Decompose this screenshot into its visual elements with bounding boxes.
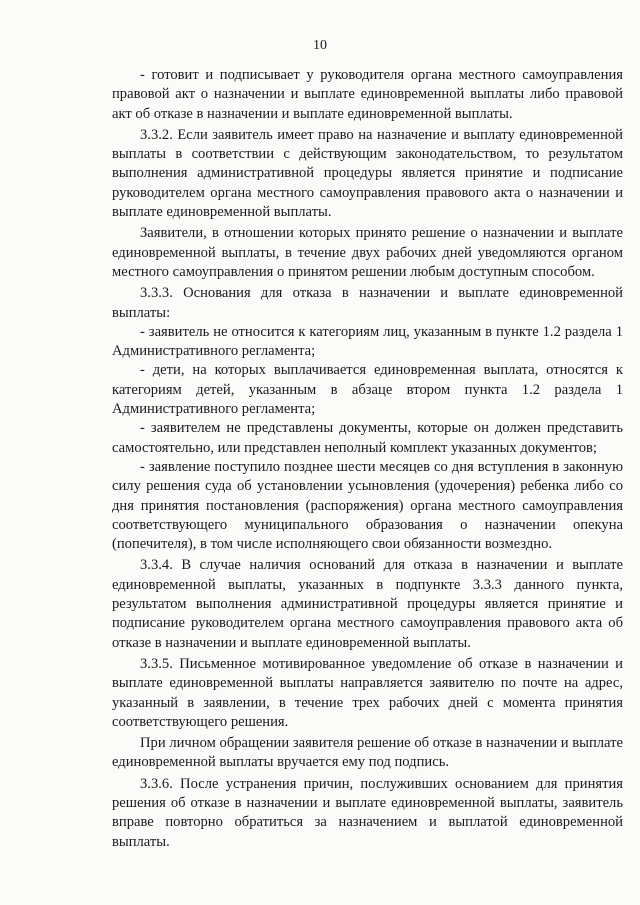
- list-item: - заявление поступило позднее шести месяцев со дня вступления в законную силу решения суда об установлении усыновления (удочерения) ребенка либо со дня принятия постановления (распоряжения) органа местного самоуправления соответствующего муниципального образования о назначении опекуна (попечителя), в том числе исполняющего свои обязанности возмездно.: [112, 458, 623, 553]
- page-number: 10: [313, 38, 327, 53]
- document-body: [112, 66, 623, 852]
- list-item: - заявитель не относится к категориям лиц, указанным в пункте 1.2 раздела 1 Административного регламента;: [112, 323, 623, 360]
- paragraph: 3.3.5. Письменное мотивированное уведомление об отказе в назначении и выплате единовременной выплаты направляется заявителю по почте на адрес, указанный в заявлении, в течение трех рабочих дней с момента принятия соответствующего решения.: [112, 655, 623, 730]
- list-item: - дети, на которых выплачивается единовременная выплата, относятся к категориям детей, указанным в абзаце втором пункта 1.2 раздела 1 Административного регламента;: [112, 362, 623, 418]
- paragraph: 3.3.4. В случае наличия оснований для отказа в назначении и выплате единовременной выплаты, указанных в подпункте 3.3.3 данного пункта, результатом выполнения административной процедуры является принятие и подписание руководителем органа местного самоуправления правового акта об отказе в назначении и выплате единовременной выплаты.: [112, 557, 623, 651]
- paragraph: 3.3.2. Если заявитель имеет право на назначение и выплату единовременной выплаты в соответствии с действующим законодательством, то результатом выполнения административной процедуры является принятие и подписание руководителем органа местного самоуправления правового акта о назначении и выплате единовременной выплаты.: [112, 126, 623, 221]
- list-item: - заявителем не представлены документы, которые он должен представить самостоятельно, или представлен неполный комплект указанных документов;: [112, 420, 623, 456]
- paragraph: 3.3.3. Основания для отказа в назначении и выплате единовременной выплаты:: [112, 285, 623, 321]
- paragraph: - готовит и подписывает у руководителя органа местного самоуправления правовой акт о назначении и выплате единовременной выплаты либо правовой акт об отказе в назначении и выплате единовременной выплаты.: [112, 67, 623, 122]
- paragraph: 3.3.6. После устранения причин, послуживших основанием для принятия решения об отказе в назначении и выплате единовременной выплаты, заявитель вправе повторно обратиться за назначением и выплатой единовременной выплаты.: [112, 775, 623, 850]
- paragraph: Заявители, в отношении которых принято решение о назначении и выплате единовременной выплаты, в течение двух рабочих дней уведомляются органом местного самоуправления о принятом решении любым доступным способом.: [112, 225, 623, 280]
- paragraph: При личном обращении заявителя решение об отказе в назначении и выплате единовременной выплаты вручается ему под подпись.: [112, 735, 623, 771]
